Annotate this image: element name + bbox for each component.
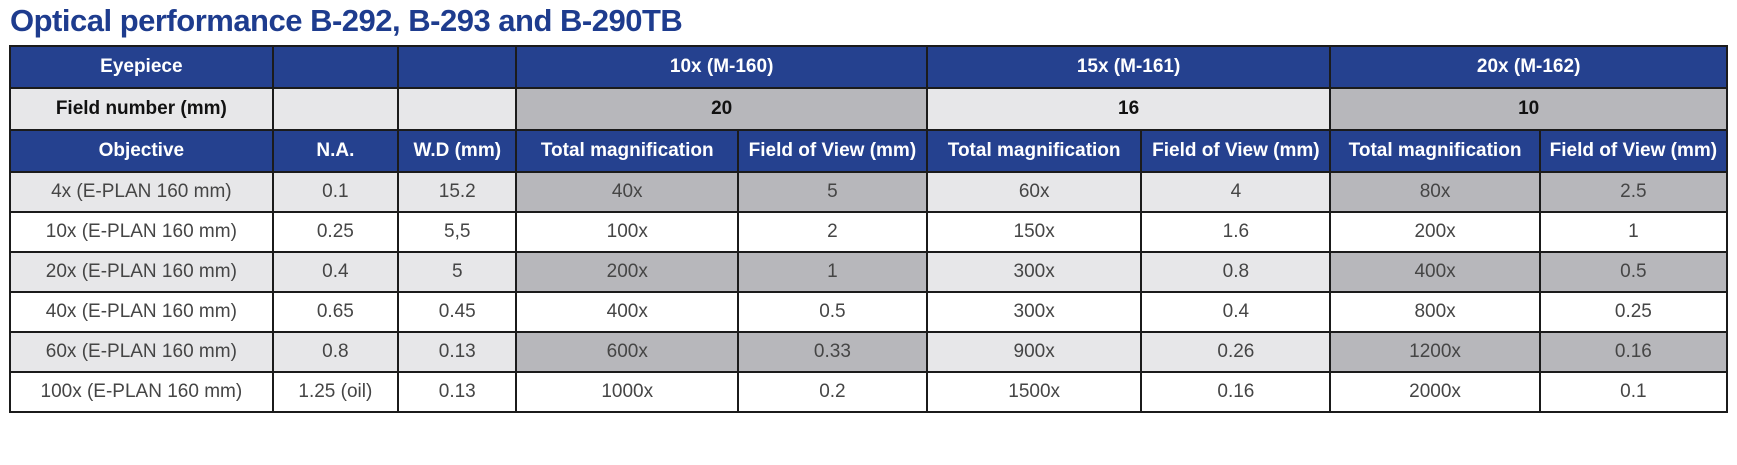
table-cell: 0.8 — [1141, 252, 1330, 292]
table-cell: 300x — [927, 252, 1142, 292]
table-row — [10, 172, 1727, 212]
table-cell: 0.1 — [1540, 372, 1727, 412]
table-cell: 1200x — [1330, 332, 1539, 372]
table-cell: 0.4 — [1141, 292, 1330, 332]
table-cell: 60x (E-PLAN 160 mm) — [10, 332, 273, 372]
table-cell: 0.2 — [738, 372, 927, 412]
column-header-total-magnification: Total magnification — [1330, 130, 1539, 172]
column-header-objective: Objective — [10, 130, 273, 172]
table-cell: 2000x — [1330, 372, 1539, 412]
column-header-field-of-view: Field of View (mm) — [738, 130, 927, 172]
column-header-wd: W.D (mm) — [398, 130, 516, 172]
table-cell: 0.5 — [738, 292, 927, 332]
table-cell: 0.16 — [1540, 332, 1727, 372]
eyepiece-row — [10, 46, 1727, 88]
eyepiece-label: Eyepiece — [10, 46, 273, 88]
table-cell: 900x — [927, 332, 1142, 372]
table-cell: 0.45 — [398, 292, 516, 332]
empty-cell — [398, 88, 516, 130]
table-cell: 5 — [738, 172, 927, 212]
table-cell: 5 — [398, 252, 516, 292]
table-cell: 1.6 — [1141, 212, 1330, 252]
table-cell: 0.13 — [398, 332, 516, 372]
table-cell: 1.25 (oil) — [273, 372, 398, 412]
table-cell: 4x (E-PLAN 160 mm) — [10, 172, 273, 212]
table-cell: 0.8 — [273, 332, 398, 372]
table-cell: 600x — [516, 332, 737, 372]
field-number-label: Field number (mm) — [10, 88, 273, 130]
column-header-field-of-view: Field of View (mm) — [1540, 130, 1727, 172]
field-number-row — [10, 88, 1727, 130]
field-number-value: 10 — [1330, 88, 1727, 130]
table-cell: 2.5 — [1540, 172, 1727, 212]
table-cell: 0.25 — [273, 212, 398, 252]
page-title: Optical performance B-292, B-293 and B-290TB — [10, 3, 683, 38]
empty-cell — [273, 88, 398, 130]
table-cell: 100x — [516, 212, 737, 252]
table-cell: 20x (E-PLAN 160 mm) — [10, 252, 273, 292]
table-cell: 1500x — [927, 372, 1142, 412]
eyepiece-group-header: 15x (M-161) — [927, 46, 1330, 88]
table-cell: 100x (E-PLAN 160 mm) — [10, 372, 273, 412]
table-row — [10, 252, 1727, 292]
table-cell: 0.26 — [1141, 332, 1330, 372]
table-row — [10, 292, 1727, 332]
table-cell: 800x — [1330, 292, 1539, 332]
table-cell: 4 — [1141, 172, 1330, 212]
table-cell: 0.5 — [1540, 252, 1727, 292]
column-header-row — [10, 130, 1727, 172]
column-header-total-magnification: Total magnification — [927, 130, 1142, 172]
optical-performance-table — [9, 45, 1728, 413]
column-header-na: N.A. — [273, 130, 398, 172]
table-cell: 200x — [1330, 212, 1539, 252]
table-cell: 0.1 — [273, 172, 398, 212]
table-cell: 400x — [516, 292, 737, 332]
table-cell: 1 — [738, 252, 927, 292]
column-header-total-magnification: Total magnification — [516, 130, 737, 172]
field-number-value: 20 — [516, 88, 926, 130]
empty-header-cell — [398, 46, 516, 88]
table-cell: 0.13 — [398, 372, 516, 412]
table-cell: 200x — [516, 252, 737, 292]
table-cell: 10x (E-PLAN 160 mm) — [10, 212, 273, 252]
table-cell: 15.2 — [398, 172, 516, 212]
table-row — [10, 332, 1727, 372]
table-cell: 2 — [738, 212, 927, 252]
table-cell: 150x — [927, 212, 1142, 252]
table-cell: 60x — [927, 172, 1142, 212]
table-cell: 1000x — [516, 372, 737, 412]
table-cell: 300x — [927, 292, 1142, 332]
empty-header-cell — [273, 46, 398, 88]
table-cell: 80x — [1330, 172, 1539, 212]
eyepiece-group-header: 20x (M-162) — [1330, 46, 1727, 88]
table-cell: 0.65 — [273, 292, 398, 332]
table-cell: 400x — [1330, 252, 1539, 292]
table-row — [10, 372, 1727, 412]
table-cell: 40x (E-PLAN 160 mm) — [10, 292, 273, 332]
table-cell: 0.4 — [273, 252, 398, 292]
field-number-value: 16 — [927, 88, 1330, 130]
table-cell: 1 — [1540, 212, 1727, 252]
table-cell: 5,5 — [398, 212, 516, 252]
table-cell: 0.16 — [1141, 372, 1330, 412]
table-cell: 0.25 — [1540, 292, 1727, 332]
eyepiece-group-header: 10x (M-160) — [516, 46, 926, 88]
table-cell: 0.33 — [738, 332, 927, 372]
column-header-field-of-view: Field of View (mm) — [1141, 130, 1330, 172]
table-cell: 40x — [516, 172, 737, 212]
table-row — [10, 212, 1727, 252]
